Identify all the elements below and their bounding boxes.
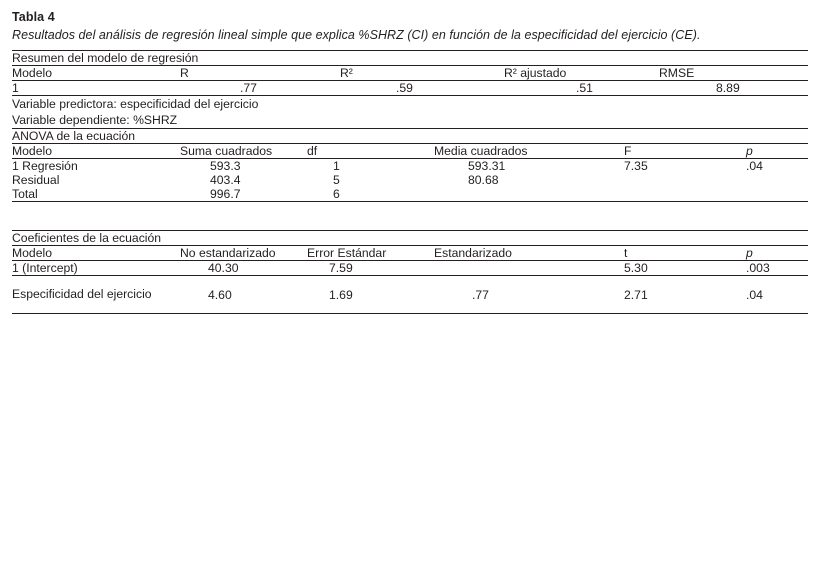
cell-f: 7.35 — [624, 159, 648, 173]
cell-f — [624, 173, 746, 187]
section-heading: Resumen del modelo de regresión — [12, 51, 808, 66]
cell-r2: .59 — [340, 81, 504, 96]
note-predictora: Variable predictora: especificidad del ejercicio — [12, 97, 259, 111]
column-header-f: F — [624, 144, 746, 159]
column-header-p: p — [746, 144, 808, 159]
cell-r: .77 — [180, 81, 340, 96]
cell-p: .003 — [746, 261, 808, 276]
column-header-df: df — [307, 144, 434, 159]
cell-suma-cuadrados: 403.4 — [210, 173, 241, 187]
column-header-t: t — [624, 246, 746, 261]
cell-no-estandarizado: 4.60 — [180, 276, 307, 314]
table-notes-row — [12, 96, 808, 129]
cell-media-cuadrados: 593.31 — [468, 159, 506, 173]
cell-p: .04 — [746, 276, 808, 314]
section-heading: ANOVA de la ecuación — [12, 129, 808, 144]
cell-df: 5 — [333, 173, 340, 187]
cell-no-estandarizado: 40.30 — [180, 261, 307, 276]
section-heading: Coeficientes de la ecuación — [12, 231, 808, 246]
column-header-r: R — [180, 66, 340, 81]
cell-media-cuadrados — [434, 187, 624, 202]
note-dependiente: Variable dependiente: %SHRZ — [12, 113, 178, 127]
table-row — [12, 173, 808, 187]
cell-modelo: Especificidad del ejercicio — [12, 276, 180, 314]
table-row — [12, 261, 808, 276]
section-heading-row — [12, 231, 808, 246]
cell-t: 5.30 — [624, 261, 746, 276]
cell-error-estandar: 1.69 — [307, 276, 434, 314]
column-header-media-cuadrados: Media cuadrados — [434, 144, 624, 159]
cell-media-cuadrados: 80.68 — [468, 173, 499, 187]
cell-p: .04 — [746, 159, 763, 173]
table-label: Tabla 4 — [12, 10, 55, 24]
cell-modelo: 1 (Intercept) — [12, 261, 180, 276]
cell-f — [624, 187, 746, 202]
column-header-modelo: Modelo — [12, 66, 180, 81]
cell-t: 2.71 — [624, 276, 746, 314]
anova-table — [12, 129, 808, 230]
cell-modelo: Total — [12, 187, 180, 202]
table-row — [12, 81, 808, 96]
cell-error-estandar: 7.59 — [307, 261, 434, 276]
column-header-rmse: RMSE — [659, 66, 808, 81]
cell-df: 1 — [333, 159, 340, 173]
table-row — [12, 159, 808, 174]
cell-rmse: 8.89 — [659, 81, 808, 96]
column-header-modelo: Modelo — [12, 144, 180, 159]
table-row — [12, 276, 808, 314]
regression-summary-table — [12, 50, 808, 129]
table-caption: Resultados del análisis de regresión lineal simple que explica %SHRZ (CI) en función de la especificidad del ejercicio (CE). — [12, 28, 701, 42]
cell-modelo: 1 Regresión — [12, 159, 78, 173]
section-gap — [12, 202, 808, 231]
cell-modelo: 1 — [12, 81, 180, 96]
table-row — [12, 187, 808, 202]
column-header-r2: R² — [340, 66, 504, 81]
column-header-row — [12, 144, 808, 159]
column-header-suma-cuadrados: Suma cuadrados — [180, 144, 307, 159]
column-header-modelo: Modelo — [12, 246, 180, 261]
section-heading-row — [12, 129, 808, 144]
column-header-row — [12, 66, 808, 81]
column-header-p: p — [746, 246, 808, 261]
column-header-estandarizado: Estandarizado — [434, 246, 624, 261]
cell-suma-cuadrados: 593.3 — [210, 159, 241, 173]
cell-estandarizado — [434, 261, 624, 276]
column-header-error-estandar: Error Estándar — [307, 246, 434, 261]
cell-estandarizado: .77 — [434, 276, 624, 314]
column-header-r2-ajustado: R² ajustado — [504, 66, 659, 81]
column-header-no-estandarizado: No estandarizado — [180, 246, 307, 261]
section-heading-row — [12, 51, 808, 66]
cell-suma-cuadrados: 996.7 — [180, 187, 307, 202]
cell-r2-ajustado: .51 — [504, 81, 659, 96]
cell-p — [746, 173, 808, 187]
cell-modelo: Residual — [12, 173, 60, 187]
coefficients-table — [12, 230, 808, 314]
column-header-row — [12, 246, 808, 261]
cell-df: 6 — [307, 187, 434, 202]
cell-p — [746, 187, 808, 202]
